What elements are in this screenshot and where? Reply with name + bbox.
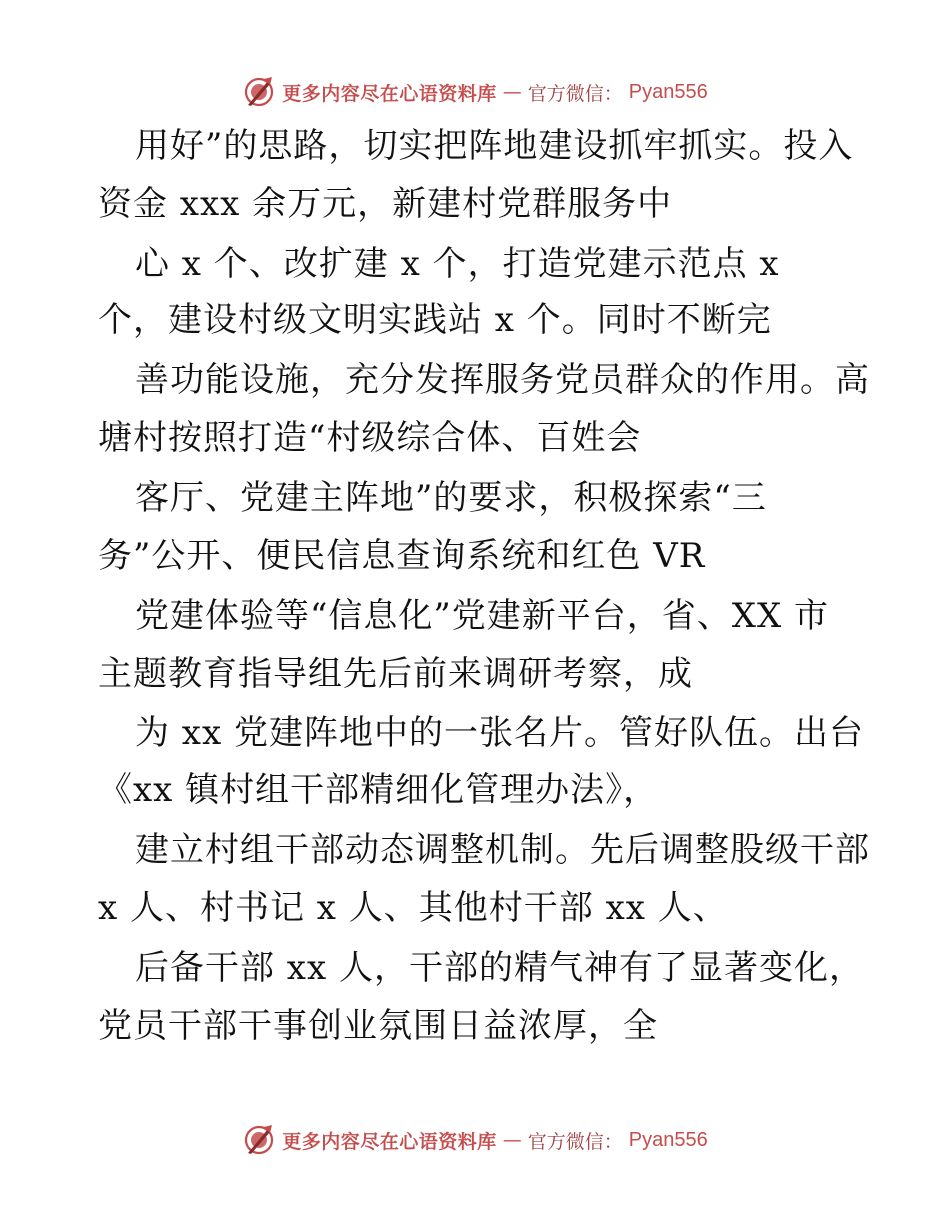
quill-pen-logo-icon	[242, 75, 276, 109]
banner-wechat-label: 官方微信：	[527, 1130, 623, 1153]
banner-wechat-id: Pyan556	[628, 1128, 708, 1151]
quill-pen-logo-icon	[242, 1123, 276, 1157]
banner-dash: —	[502, 1129, 522, 1151]
text-line: x 人、村书记 x 人、其他村干部 xx 人、	[98, 888, 728, 928]
header-banner	[0, 72, 950, 112]
text-line: 善功能设施，充分发挥服务党员群众的作用。高	[135, 360, 870, 400]
text-line: 主题教育指导组先后前来调研考察，成	[98, 654, 693, 694]
footer-banner	[0, 1120, 950, 1160]
text-line: 党员干部干事创业氛围日益浓厚，全	[98, 1006, 658, 1046]
text-line: 《xx 镇村组干部精细化管理办法》，	[98, 770, 659, 810]
text-line: 建立村组干部动态调整机制。先后调整股级干部	[135, 830, 870, 870]
banner-site-name: 更多内容尽在心语资料库	[282, 82, 497, 105]
banner-wechat-id: Pyan556	[628, 80, 708, 103]
text-line: 用好”的思路，切实把阵地建设抓牢抓实。投入	[135, 126, 854, 166]
banner-site-name: 更多内容尽在心语资料库	[282, 1130, 497, 1153]
text-line: 资金 xxx 余万元，新建村党群服务中	[98, 184, 673, 224]
banner-dash: —	[502, 81, 522, 103]
text-line: 塘村按照打造“村级综合体、百姓会	[98, 418, 642, 458]
text-line: 为 xx 党建阵地中的一张名片。管好队伍。出台	[135, 713, 864, 753]
text-line: 个，建设村级文明实践站 x 个。同时不断完	[98, 300, 772, 340]
text-line: 心 x 个、改扩建 x 个，打造党建示范点 x	[135, 244, 780, 284]
text-line: 务”公开、便民信息查询系统和红色 VR	[98, 536, 706, 576]
text-line: 党建体验等“信息化”党建新平台，省、XX 市	[135, 596, 829, 636]
banner-wechat-label: 官方微信：	[527, 82, 623, 105]
text-line: 客厅、党建主阵地”的要求，积极探索“三	[135, 478, 767, 518]
text-line: 后备干部 xx 人，干部的精气神有了显著变化，	[135, 948, 864, 988]
